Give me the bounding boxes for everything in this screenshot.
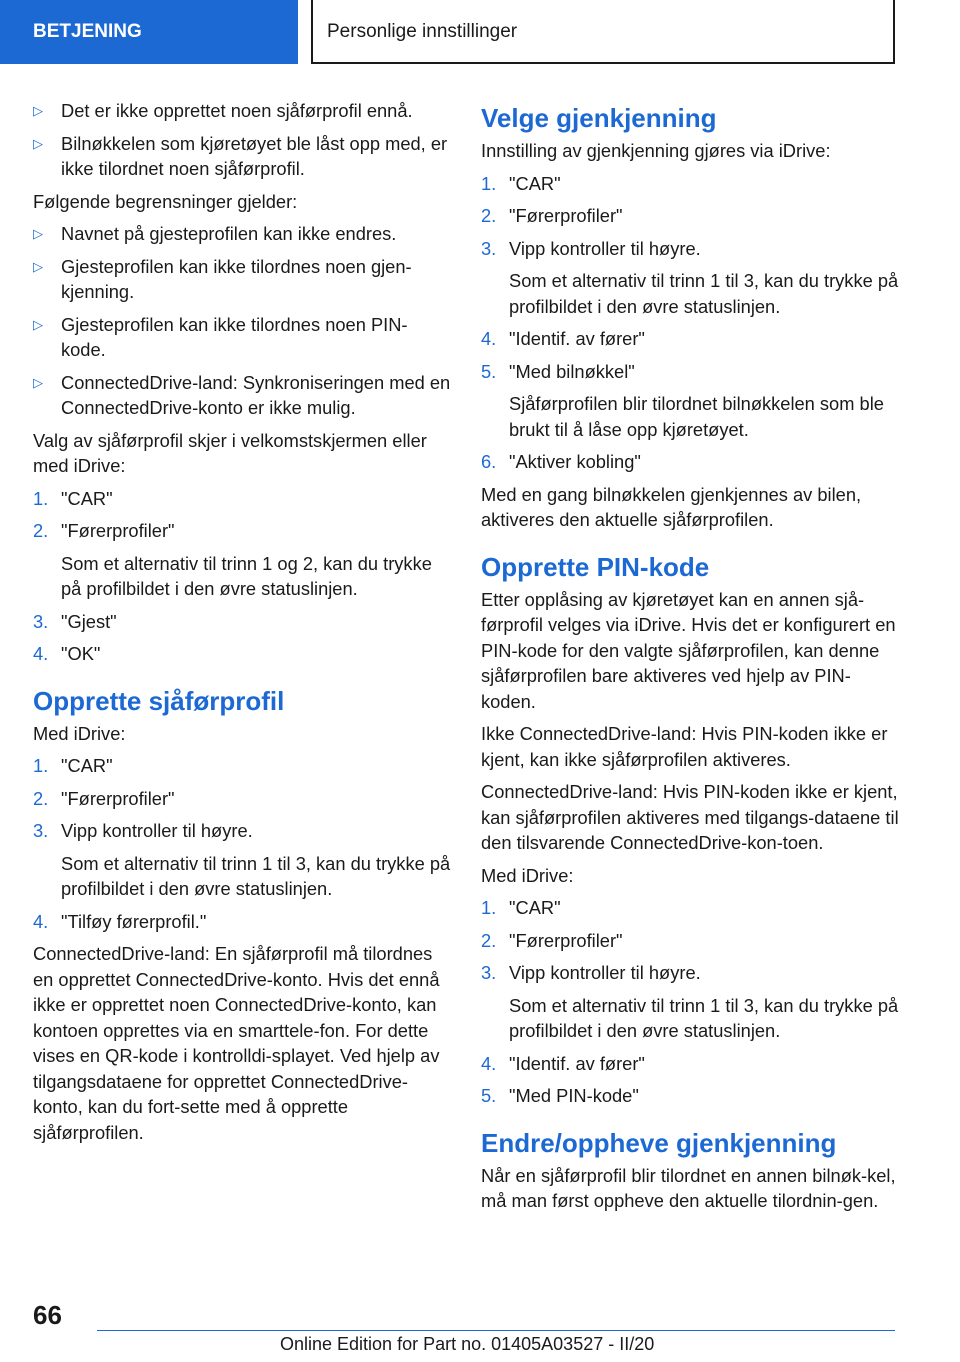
numbered-list bbox=[33, 909, 451, 935]
triangle-bullet-icon: ▷ bbox=[33, 316, 43, 332]
section-tab: BETJENING bbox=[0, 0, 298, 64]
list-item: 3. Vipp kontroller til høyre. bbox=[481, 237, 701, 259]
paragraph: Med iDrive: bbox=[481, 864, 574, 886]
list-item: 4. "OK" bbox=[33, 643, 101, 664]
list-item: 1. "CAR" bbox=[481, 897, 561, 918]
step-note: Som et alternativ til trinn 1 og 2, kan du trykke på profilbildet i den øvre statuslinjen. bbox=[61, 552, 432, 599]
step-note: Som et alternativ til trinn 1 til 3, kan du trykke på profilbildet i den øvre statuslinjen. bbox=[509, 270, 899, 317]
paragraph: ConnectedDrive-land: Hvis PIN-koden ikke er kjent, kan sjåførprofilen aktiveres med tilgangs-dataene til den tilsvarende ConnectedDrive-kon-toen. bbox=[481, 781, 899, 853]
list-item: ▷ Navnet på gjesteprofilen kan ikke endres. bbox=[33, 221, 451, 247]
numbered-list bbox=[33, 753, 451, 844]
numbered-list bbox=[33, 609, 451, 667]
section-heading: Velge gjenkjenning bbox=[481, 103, 717, 133]
list-item: 3. Vipp kontroller til høyre. bbox=[481, 962, 701, 983]
list-item: ▷ ConnectedDrive-land: Synkroniseringen med en ConnectedDrive-konto er ikke mulig. bbox=[33, 371, 451, 418]
list-item: 5. "Med bilnøkkel" bbox=[481, 360, 635, 382]
numbered-list bbox=[481, 449, 901, 475]
page-header bbox=[0, 0, 960, 68]
numbered-list bbox=[33, 486, 451, 544]
list-item: 3. "Gjest" bbox=[33, 610, 117, 632]
bullet-list bbox=[33, 98, 451, 182]
right-column bbox=[481, 98, 901, 1221]
numbered-list bbox=[481, 1051, 901, 1109]
list-item: 1. "CAR" bbox=[33, 755, 113, 776]
triangle-bullet-icon: ▷ bbox=[33, 226, 43, 241]
paragraph: Følgende begrensninger gjelder: bbox=[33, 190, 298, 212]
triangle-bullet-icon: ▷ bbox=[33, 374, 43, 390]
list-item: 1. "CAR" bbox=[33, 487, 113, 509]
list-item: 2. "Førerprofiler" bbox=[33, 787, 175, 809]
list-item: ▷ Gjesteprofilen kan ikke tilordnes noen PIN-kode. bbox=[33, 313, 408, 360]
list-item: 1. "CAR" bbox=[481, 172, 561, 194]
paragraph: ConnectedDrive-land: En sjåførprofil må tilordnes en opprettet ConnectedDrive-konto. Hvis det ennå ikke er opprettet noen ConnectedDrive-konto, kan kontoen opprettes via en smarttele-fon. For dette vises en QR-kode i kontrolldi-splayet. Ved hjelp av tilgangsdataene for opprettet ConnectedDrive-konto, kan du fort-sette med å opprette sjåførprofilen. bbox=[33, 943, 440, 1143]
list-item: 5. "Med PIN-kode" bbox=[481, 1085, 639, 1106]
list-item: ▷ Bilnøkkelen som kjøretøyet ble låst opp med, er ikke tilordnet noen sjåførprofil. bbox=[33, 132, 448, 179]
step-note: Som et alternativ til trinn 1 til 3, kan du trykke på profilbildet i den øvre statuslinjen. bbox=[509, 994, 899, 1041]
paragraph: Ikke ConnectedDrive-land: Hvis PIN-koden ikke er kjent, kan ikke sjåførprofilen aktiveres. bbox=[481, 723, 888, 770]
left-column bbox=[33, 98, 451, 1152]
list-item: 6. "Aktiver kobling" bbox=[481, 451, 641, 472]
numbered-list bbox=[481, 895, 901, 986]
paragraph: Etter opplåsing av kjøretøyet kan en annen sjå-førprofil velges via iDrive. Hvis det er konfigurert en PIN-kode for den valgte sjåførprofilen, kan denne sjåførprofilen bare aktiveres ved hjelp av PIN-koden. bbox=[481, 588, 896, 712]
list-item: 4. "Tilføy førerprofil." bbox=[33, 910, 207, 932]
list-item: 3. Vipp kontroller til høyre. bbox=[33, 820, 253, 841]
triangle-bullet-icon: ▷ bbox=[33, 258, 43, 274]
list-item: 4. "Identif. av fører" bbox=[481, 328, 645, 349]
bullet-list bbox=[33, 221, 451, 421]
list-item: ▷ Gjesteprofilen kan ikke tilordnes noen gjen-kjenning. bbox=[33, 255, 412, 302]
paragraph: Med iDrive: bbox=[33, 722, 126, 744]
triangle-bullet-icon: ▷ bbox=[33, 135, 43, 151]
section-heading: Opprette PIN-kode bbox=[481, 551, 710, 582]
chapter-title: Personlige innstillinger bbox=[311, 0, 895, 64]
numbered-list bbox=[481, 326, 901, 384]
step-note: Sjåførprofilen blir tilordnet bilnøkkelen som ble brukt til å låse opp kjøretøyet. bbox=[509, 393, 884, 440]
list-item: ▷ Det er ikke opprettet noen sjåførprofil ennå. bbox=[33, 98, 451, 124]
triangle-bullet-icon: ▷ bbox=[33, 103, 43, 118]
paragraph: Når en sjåførprofil blir tilordnet en annen bilnøk-kel, må man først oppheve den aktuelle tilordnin-gen. bbox=[481, 1164, 896, 1211]
paragraph: Valg av sjåførprofil skjer i velkomstskjermen eller med iDrive: bbox=[33, 429, 427, 476]
page-number: 66 bbox=[33, 1300, 62, 1330]
paragraph: Med en gang bilnøkkelen gjenkjennes av bilen, aktiveres den aktuelle sjåførprofilen. bbox=[481, 483, 862, 530]
step-note: Som et alternativ til trinn 1 til 3, kan du trykke på profilbildet i den øvre statuslinjen. bbox=[61, 852, 451, 899]
paragraph: Innstilling av gjenkjenning gjøres via iDrive: bbox=[481, 140, 831, 161]
list-item: 2. "Førerprofiler" bbox=[481, 929, 623, 951]
section-heading: Endre/oppheve gjenkjenning bbox=[481, 1127, 837, 1158]
list-item: 2. "Førerprofiler" bbox=[33, 520, 175, 541]
footer-divider bbox=[97, 1330, 895, 1331]
footer-edition: Online Edition for Part no. 01405A03527 - II/20 bbox=[280, 1334, 655, 1354]
section-heading: Opprette sjåførprofil bbox=[33, 685, 285, 716]
numbered-list bbox=[481, 171, 901, 262]
list-item: 2. "Førerprofiler" bbox=[481, 205, 623, 226]
list-item: 4. "Identif. av fører" bbox=[481, 1052, 645, 1074]
